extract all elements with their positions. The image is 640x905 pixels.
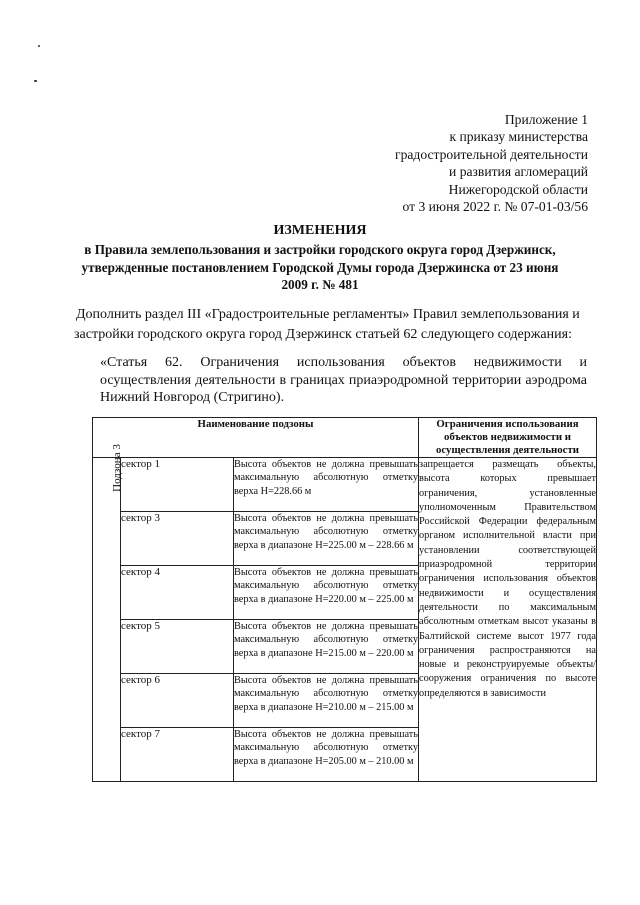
- appendix-line: к приказу министерства: [449, 129, 588, 145]
- appendix-line: и развития агломераций: [449, 164, 588, 180]
- height-condition: Высота объектов не должна превышать максимальную абсолютную отметку верха в диапазоне Н=225.00 м – 228.66 м: [234, 512, 419, 566]
- height-condition: Высота объектов не должна превышать максимальную абсолютную отметку верха в диапазоне Н=210.00 м – 215.00 м: [234, 674, 419, 728]
- table-row: [93, 458, 597, 512]
- sector-name: сектор 1: [121, 458, 234, 512]
- appendix-header: [395, 111, 588, 215]
- sector-name: сектор 4: [121, 566, 234, 620]
- height-condition: Высота объектов не должна превышать максимальную абсолютную отметку верха в диапазоне Н=215.00 м – 220.00 м: [234, 620, 419, 674]
- scan-speck: [34, 80, 37, 82]
- sector-name: сектор 3: [121, 512, 234, 566]
- table-header-row: [93, 418, 597, 458]
- restriction-text: запрещается размещать объекты, высота которых превышает ограничения, установленные уполномоченным Правительством Российской Федерации федеральным органом исполнительной власти при установлении соответствующей приаэродромной территории ограничения использования объектов недвижимости и осуществления деятельности по максимальным абсолютным отметкам высот указаны в Балтийской системе высот 1977 года ограничения распространяются на новые и реконструируемые объекты/сооружения ограничения по высоте определяются в зависимости: [419, 458, 597, 782]
- height-condition: Высота объектов не должна превышать максимальную абсолютную отметку верха в диапазоне Н=220.00 м – 225.00 м: [234, 566, 419, 620]
- appendix-line: Нижегородской области: [448, 181, 588, 197]
- height-condition: Высота объектов не должна превышать максимальную абсолютную отметку верха Н=228.66 м: [234, 458, 419, 512]
- article-paragraph: «Статья 62. Ограничения использования объектов недвижимости и осуществления деятельности в границах приаэродромной территории аэродрома Нижний Новгород (Стригино).: [100, 355, 587, 405]
- document-title: ИЗМЕНЕНИЯ: [273, 223, 367, 238]
- sector-name: сектор 5: [121, 620, 234, 674]
- sector-name: сектор 6: [121, 674, 234, 728]
- restrictions-table: [92, 417, 597, 782]
- appendix-line: от 3 июня 2022 г. № 07-01-03/56: [402, 199, 588, 215]
- subzone-cell: [93, 444, 123, 782]
- sector-name: сектор 7: [121, 728, 234, 782]
- intro-paragraph: Дополнить раздел III «Градостроительные регламенты» Правил землепользования и застройки городского округа город Дзержинск статьей 62 следующего содержания:: [74, 307, 580, 342]
- appendix-line: градостроительной деятельности: [395, 146, 588, 162]
- scan-speck: [38, 45, 40, 47]
- column-header-restrictions: Ограничения использования объектов недвижимости и осуществления деятельности: [419, 418, 597, 458]
- appendix-line: Приложение 1: [504, 112, 588, 127]
- height-condition: Высота объектов не должна превышать максимальную абсолютную отметку верха в диапазоне Н=205.00 м – 210.00 м: [234, 728, 419, 782]
- document-subtitle: в Правила землепользования и застройки городского округа город Дзержинск, утвержденные постановлением Городской Думы города Дзержинска от 23 июня 2009 г. № 481: [81, 242, 559, 293]
- subzone-label: Подзона 3: [110, 444, 123, 492]
- column-header-subzone-name: Наименование подзоны: [93, 418, 419, 458]
